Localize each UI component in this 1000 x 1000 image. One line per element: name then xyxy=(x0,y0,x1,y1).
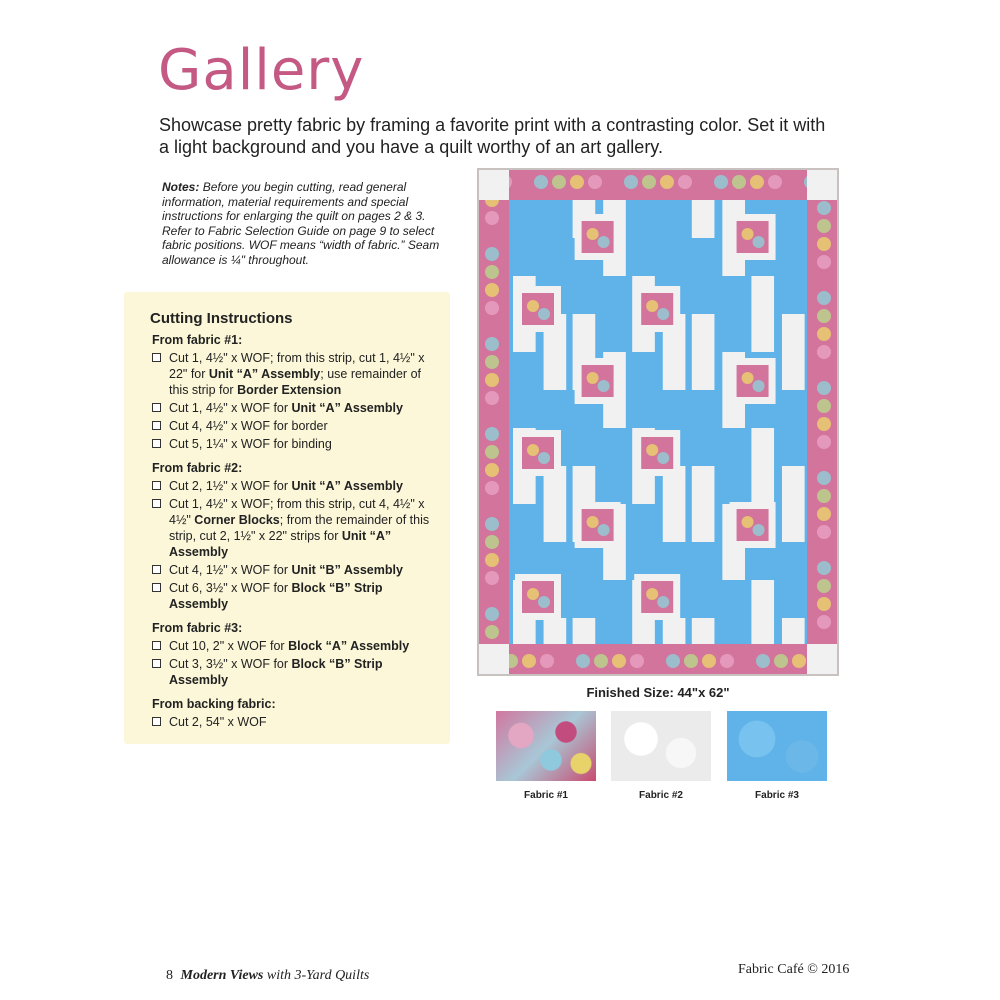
cutting-item-text: Cut 10, 2" x WOF for xyxy=(169,639,289,653)
border-print-dot xyxy=(485,427,499,441)
border-print-dot xyxy=(817,255,831,269)
checkbox-icon xyxy=(152,439,161,448)
border-print-dot xyxy=(485,535,499,549)
print-dot xyxy=(742,516,754,528)
border-print-dot xyxy=(817,489,831,503)
notes-paragraph xyxy=(162,180,452,267)
cutting-item-text: Cut 3, 3½" x WOF for xyxy=(169,657,292,671)
border-print-dot xyxy=(485,517,499,531)
cutting-group-heading: From fabric #2: xyxy=(152,461,243,475)
border-print-dot xyxy=(485,337,499,351)
white-strip xyxy=(782,618,805,644)
cutting-list-item xyxy=(152,562,442,578)
intro-paragraph: Showcase pretty fabric by framing a favorite print with a contrasting color. Set it with a light background and you have a quilt worthy of an art gallery. xyxy=(159,115,826,157)
corner-block xyxy=(807,170,837,200)
white-strip xyxy=(573,618,596,644)
cutting-item-emphasis: Unit “A” Assembly xyxy=(291,479,403,493)
print-dot xyxy=(538,452,550,464)
print-dot xyxy=(753,524,765,536)
border-print-dot xyxy=(485,319,499,333)
print-dot xyxy=(587,372,599,384)
border-print-dot xyxy=(485,481,499,495)
border-print-dot xyxy=(786,175,800,189)
cutting-list-item xyxy=(152,400,442,416)
border-print-dot xyxy=(485,265,499,279)
border-print-dot xyxy=(588,175,602,189)
border-print-dot xyxy=(558,654,572,668)
white-strip xyxy=(751,580,774,644)
cutting-item-text: Cut 1, 4½" x WOF for xyxy=(169,401,292,415)
print-dot xyxy=(598,380,610,392)
white-strip xyxy=(663,466,686,542)
print-dot xyxy=(753,380,765,392)
fabric-3-swatch xyxy=(727,711,827,781)
fabric-1-swatch xyxy=(496,711,596,781)
border-print-dot xyxy=(612,654,626,668)
cutting-list-item xyxy=(152,580,442,612)
footer-book-info xyxy=(166,968,369,984)
border-print-dot xyxy=(768,175,782,189)
quilt-illustration xyxy=(479,170,837,674)
cutting-item-emphasis: Border Extension xyxy=(237,383,342,397)
border-print-dot xyxy=(817,345,831,359)
border-print-dot xyxy=(485,607,499,621)
print-dot xyxy=(527,300,539,312)
border-print-dot xyxy=(485,571,499,585)
cutting-group-heading: From backing fabric: xyxy=(152,697,276,711)
cutting-group-heading: From fabric #1: xyxy=(152,333,243,347)
border-print-dot xyxy=(817,399,831,413)
border-print-dot xyxy=(642,175,656,189)
print-dot xyxy=(753,236,765,248)
border-print-dot xyxy=(576,654,590,668)
border-print-dot xyxy=(817,507,831,521)
notes-text: Before you begin cutting, read general information, material requirements and special instructions for enlarging the quilt on pages 2 & 3. Refer to Fabric Selection Guide on page 9 to select fabric positions. WOF means “width of fabric.” Seam allowance is ¼" throughout. xyxy=(162,180,440,267)
corner-block xyxy=(807,644,837,674)
border-print-dot xyxy=(817,471,831,485)
border-print-dot xyxy=(817,201,831,215)
print-dot xyxy=(527,444,539,456)
print-dot xyxy=(742,228,754,240)
book-title: Modern Views xyxy=(180,968,264,983)
cutting-item-text: Cut 4, 4½" x WOF for border xyxy=(169,419,328,433)
border-print-dot xyxy=(817,543,831,557)
border-print-dot xyxy=(485,229,499,243)
cutting-item-emphasis: Block “A” Assembly xyxy=(288,639,410,653)
cutting-item-text: ; from the remainder of this strip, cut 2, 1½" x 22" strips for xyxy=(169,513,430,543)
print-dot xyxy=(646,300,658,312)
print-dot xyxy=(587,228,599,240)
checkbox-icon xyxy=(152,353,161,362)
print-dot xyxy=(587,516,599,528)
border-print-dot xyxy=(606,175,620,189)
cutting-instructions-list xyxy=(152,332,442,730)
cutting-list-item xyxy=(152,436,442,452)
border-print-dot xyxy=(552,175,566,189)
border-print-dot xyxy=(485,211,499,225)
fabric-3-label: Fabric #3 xyxy=(755,790,799,801)
cutting-list-item xyxy=(152,496,442,560)
fabric-1-label: Fabric #1 xyxy=(524,790,568,801)
border-print-dot xyxy=(817,309,831,323)
print-dot xyxy=(646,588,658,600)
cutting-item-emphasis: Block “B” Strip Assembly xyxy=(169,581,383,611)
border-print-dot xyxy=(696,175,710,189)
white-strip xyxy=(692,200,715,238)
white-strip xyxy=(692,618,715,644)
cutting-list-item xyxy=(152,418,442,434)
print-dot xyxy=(657,452,669,464)
border-print-dot xyxy=(714,175,728,189)
checkbox-icon xyxy=(152,717,161,726)
fabric-2-swatch xyxy=(611,711,711,781)
print-dot xyxy=(657,596,669,608)
notes-label: Notes: xyxy=(162,180,200,194)
checkbox-icon xyxy=(152,481,161,490)
border-print-dot xyxy=(485,355,499,369)
print-dot xyxy=(598,236,610,248)
border-print-dot xyxy=(738,654,752,668)
border-print-dot xyxy=(774,654,788,668)
border-print-dot xyxy=(817,525,831,539)
copyright: Fabric Café © 2016 xyxy=(738,962,850,977)
print-dot xyxy=(646,444,658,456)
cutting-group-heading: From fabric #3: xyxy=(152,621,243,635)
cutting-item-text: Cut 4, 1½" x WOF for xyxy=(169,563,292,577)
border-print-dot xyxy=(817,579,831,593)
corner-block xyxy=(479,644,509,674)
white-strip xyxy=(751,428,774,504)
border-print-dot xyxy=(817,435,831,449)
cutting-item-emphasis: Block “B” Strip Assembly xyxy=(169,657,383,687)
cutting-item-emphasis: Unit “A” Assembly xyxy=(169,529,392,559)
border-print-dot xyxy=(648,654,662,668)
border-print-dot xyxy=(732,175,746,189)
border-print-dot xyxy=(594,654,608,668)
white-strip xyxy=(692,466,715,542)
cutting-item-text: ; use remainder of this strip for xyxy=(169,367,421,397)
cutting-item-emphasis: Unit “A” Assembly xyxy=(208,367,321,381)
border-print-dot xyxy=(817,615,831,629)
cutting-list-item xyxy=(152,656,442,688)
border-print-dot xyxy=(817,381,831,395)
checkbox-icon xyxy=(152,659,161,668)
finished-size: Finished Size: 44"x 62" xyxy=(586,685,730,700)
cutting-list-item xyxy=(152,478,442,494)
border-print-dot xyxy=(522,654,536,668)
cutting-list-item xyxy=(152,638,442,654)
border-print-dot xyxy=(817,363,831,377)
border-print-dot xyxy=(516,175,530,189)
border-print-dot xyxy=(485,445,499,459)
white-strip xyxy=(782,466,805,542)
border-print-dot xyxy=(750,175,764,189)
cutting-list-item xyxy=(152,350,442,398)
cutting-list-item xyxy=(152,714,442,730)
quilt-photo xyxy=(477,168,839,676)
border-print-dot xyxy=(660,175,674,189)
cutting-item-text: Cut 2, 54" x WOF xyxy=(169,715,267,729)
border-print-dot xyxy=(678,175,692,189)
checkbox-icon xyxy=(152,565,161,574)
print-dot xyxy=(598,524,610,536)
print-dot xyxy=(657,308,669,320)
border-print-dot xyxy=(570,175,584,189)
cutting-item-emphasis: Corner Blocks xyxy=(194,513,280,527)
border-print-dot xyxy=(817,561,831,575)
checkbox-icon xyxy=(152,641,161,650)
border-print-dot xyxy=(666,654,680,668)
checkbox-icon xyxy=(152,499,161,508)
border-print-dot xyxy=(485,373,499,387)
border-print-dot xyxy=(702,654,716,668)
border-print-dot xyxy=(817,291,831,305)
print-dot xyxy=(742,372,754,384)
border-print-dot xyxy=(817,453,831,467)
border-print-dot xyxy=(792,654,806,668)
border-print-dot xyxy=(630,654,644,668)
white-strip xyxy=(751,276,774,352)
white-strip xyxy=(544,618,567,644)
border-print-dot xyxy=(817,417,831,431)
white-strip xyxy=(663,618,686,644)
border-print-dot xyxy=(756,654,770,668)
border-print-dot xyxy=(817,237,831,251)
cutting-item-text: Cut 2, 1½" x WOF for xyxy=(169,479,292,493)
book-subtitle: with 3-Yard Quilts xyxy=(266,968,370,983)
cutting-item-emphasis: Unit “B” Assembly xyxy=(291,563,403,577)
cutting-item-emphasis: Unit “A” Assembly xyxy=(291,401,403,415)
white-strip xyxy=(782,314,805,390)
page-number: 8 xyxy=(166,968,173,983)
border-print-dot xyxy=(485,247,499,261)
corner-block xyxy=(479,170,509,200)
cutting-item-text: Cut 6, 3½" x WOF for xyxy=(169,581,292,595)
page-title: Gallery xyxy=(158,38,365,103)
border-print-dot xyxy=(485,391,499,405)
cutting-item-text: Cut 1, 4½" x WOF; from this strip, cut 4, 4½" x 4½" xyxy=(169,497,425,527)
border-print-dot xyxy=(684,654,698,668)
border-print-dot xyxy=(485,499,499,513)
fabric-2-label: Fabric #2 xyxy=(639,790,683,801)
checkbox-icon xyxy=(152,421,161,430)
border-print-dot xyxy=(817,327,831,341)
border-print-dot xyxy=(534,175,548,189)
border-print-dot xyxy=(485,589,499,603)
border-print-dot xyxy=(540,654,554,668)
white-strip xyxy=(544,466,567,542)
border-print-dot xyxy=(817,219,831,233)
cutting-item-text: Cut 1, 4½" x WOF; from this strip, cut 1, 4½" x 22" for xyxy=(169,351,425,381)
print-dot xyxy=(527,588,539,600)
border-print-dot xyxy=(485,625,499,639)
border-print-dot xyxy=(485,553,499,567)
white-strip xyxy=(692,314,715,390)
border-print-dot xyxy=(817,273,831,287)
print-dot xyxy=(538,308,550,320)
border-print-dot xyxy=(485,283,499,297)
checkbox-icon xyxy=(152,403,161,412)
border-print-dot xyxy=(817,597,831,611)
border-print-dot xyxy=(485,463,499,477)
border-print-dot xyxy=(624,175,638,189)
cutting-instructions-title: Cutting Instructions xyxy=(150,310,293,327)
border-print-dot xyxy=(485,301,499,315)
border-print-dot xyxy=(720,654,734,668)
checkbox-icon xyxy=(152,583,161,592)
print-dot xyxy=(538,596,550,608)
border-print-dot xyxy=(485,409,499,423)
cutting-item-text: Cut 5, 1¼" x WOF for binding xyxy=(169,437,332,451)
